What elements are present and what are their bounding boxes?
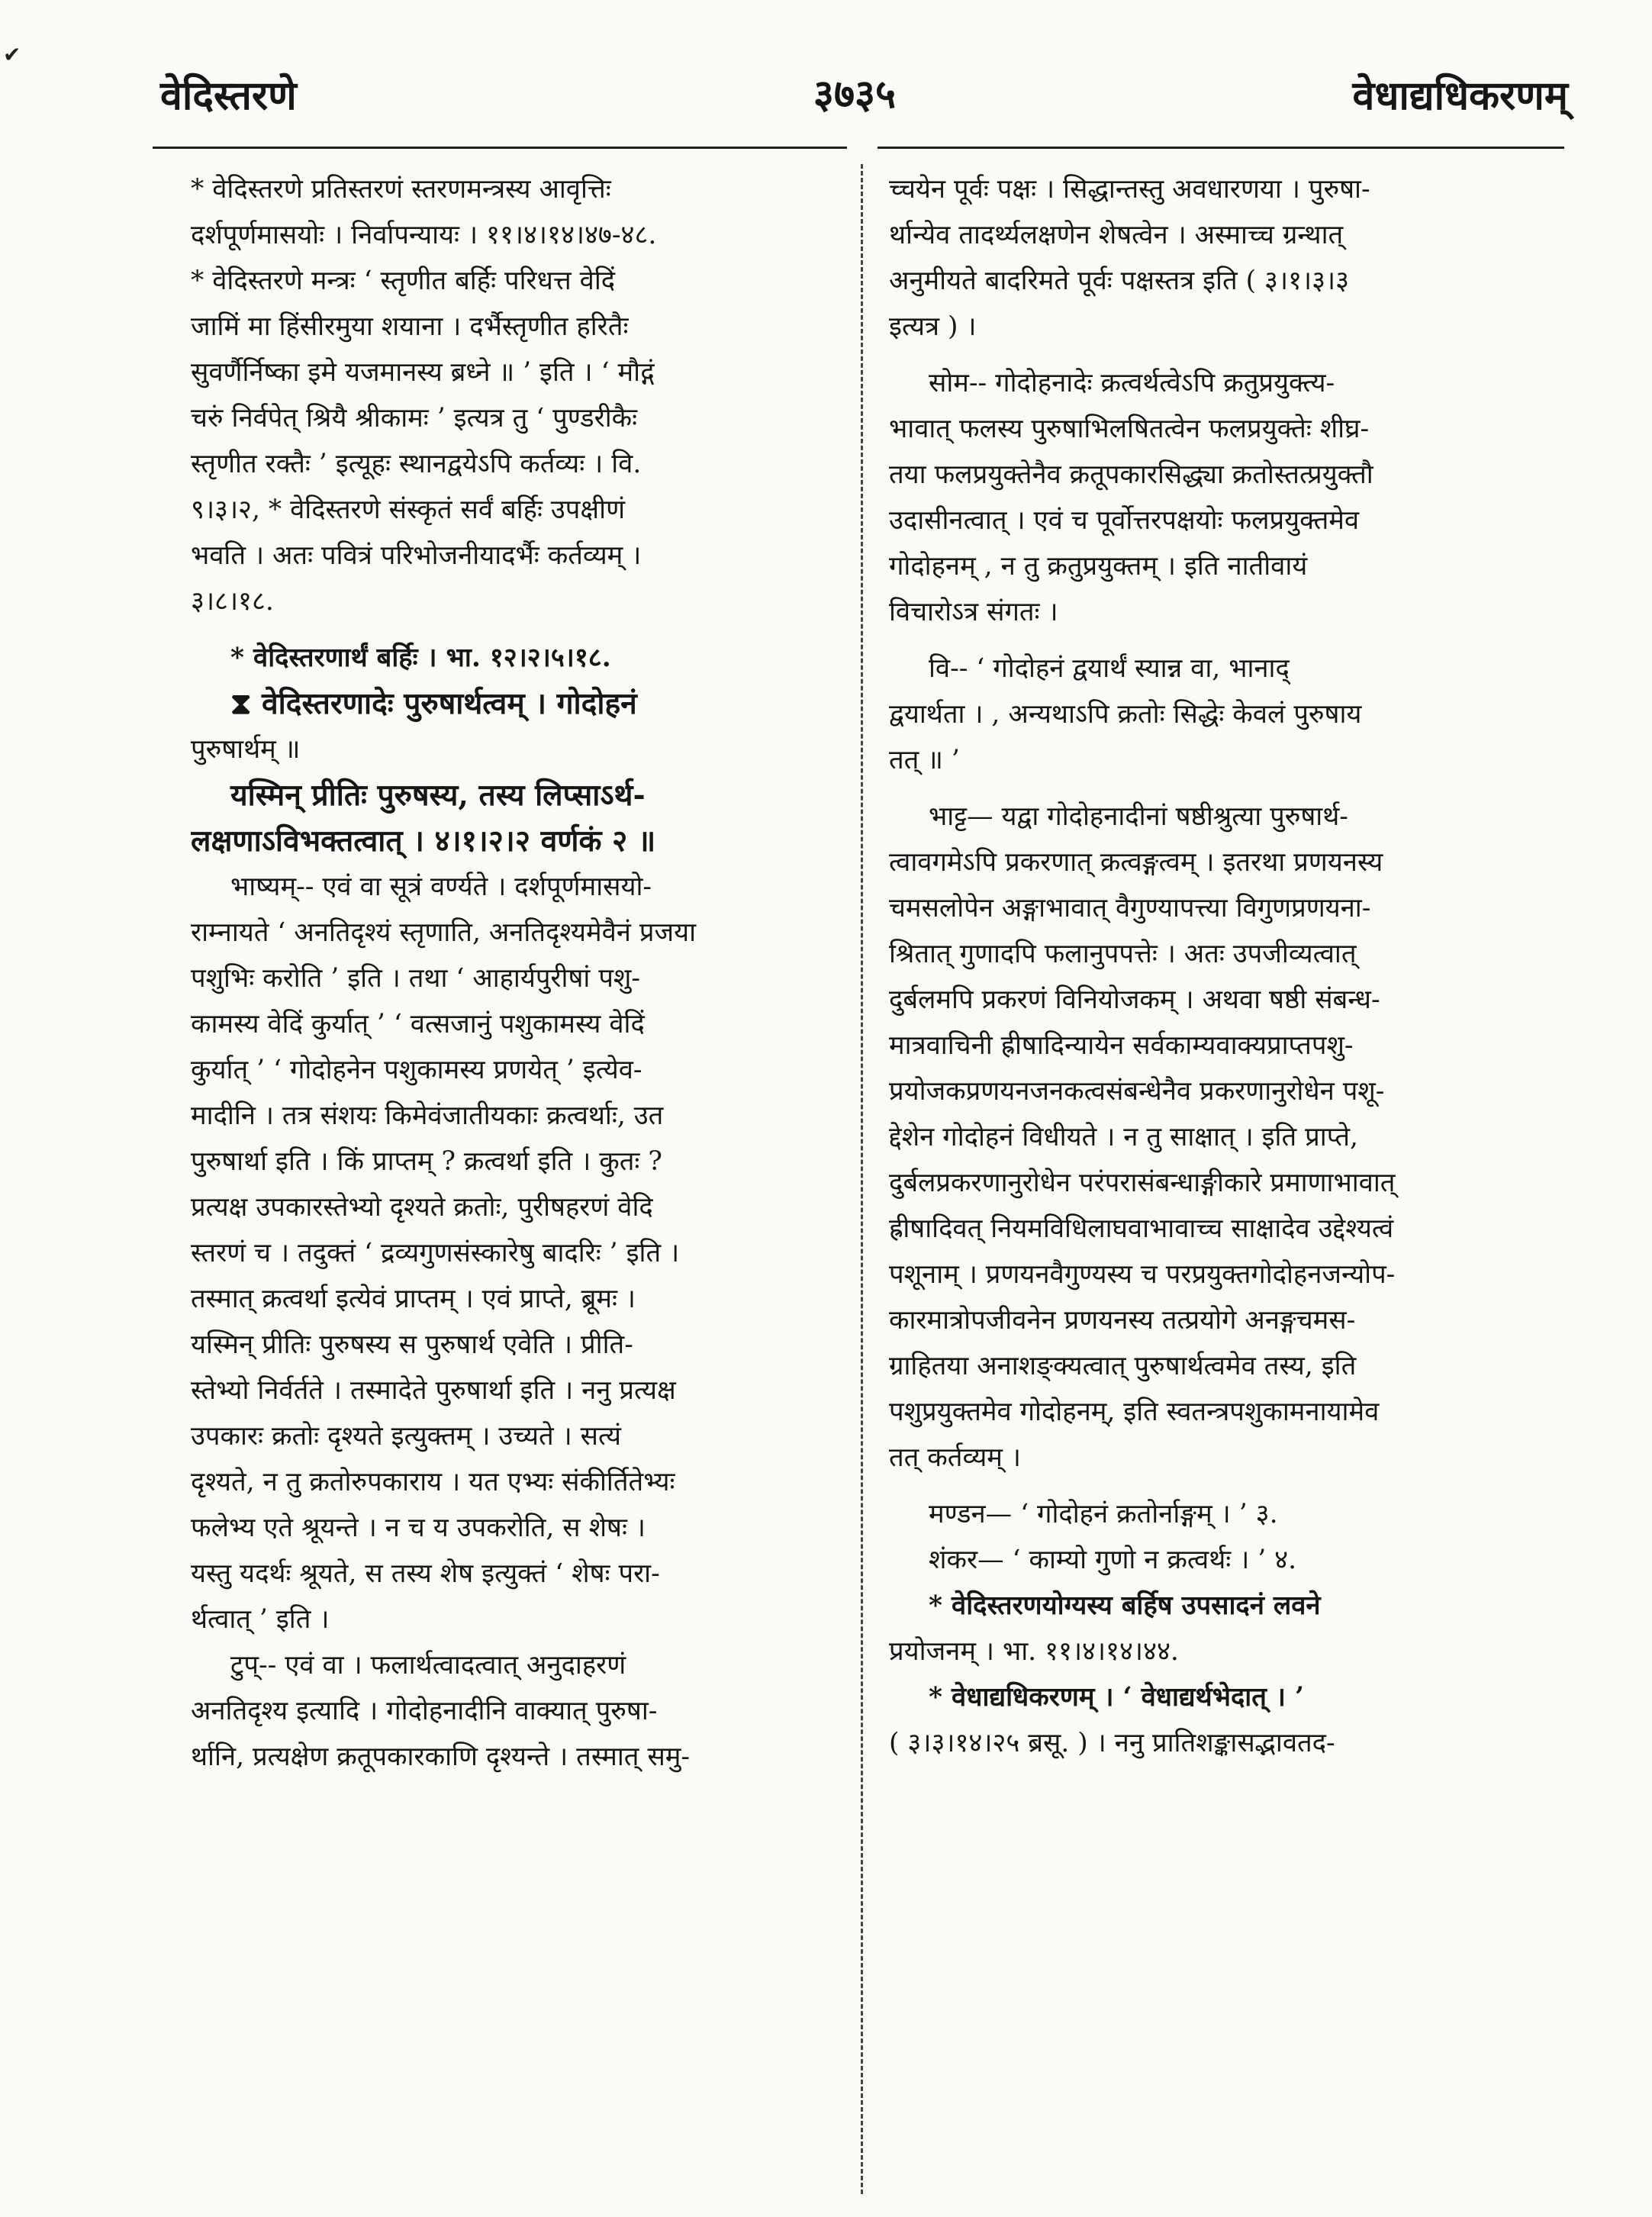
margin-mark: ✔: [3, 42, 21, 67]
text-line: उदासीनत्वात् । एवं च पूर्वोत्तरपक्षयोः फलप्रयुक्तमेव: [889, 505, 1360, 536]
header-rule-right: [878, 147, 1564, 149]
text-line: ह्रीषादिवत् नियमविधिलाघवाभावाच्च साक्षादेव उद्देश्यत्वं: [889, 1213, 1394, 1244]
text-line: ३।८।१८.: [191, 586, 274, 617]
text-line: पशुभिः करोति ’ इति । तथा ‘ आहार्यपुरीषां पशु-: [191, 963, 641, 994]
text-line: स्तेभ्यो निर्वर्तते । तस्मादेते पुरुषार्था इति । ननु प्रत्यक्ष: [191, 1375, 676, 1406]
text-line: पुरुषार्थम् ॥: [191, 734, 301, 765]
text-line: जामिं मा हिंसीरमुया शयाना । दर्भैस्तृणीत हरितैः: [191, 311, 629, 342]
right-column: [889, 166, 1553, 2196]
text-line: अनतिदृश्य इत्यादि । गोदोहनादीनि वाक्यात् पुरुषा-: [191, 1696, 658, 1726]
text-line: पशूनाम् । प्रणयनवैगुण्यस्य च परप्रयुक्तगोदोहनजन्योप-: [889, 1259, 1396, 1290]
text-line: राम्नायते ‘ अनतिदृश्यं स्तृणाति, अनतिदृश्यमेवैनं प्रजया: [191, 917, 697, 948]
text-line: गोदोहनम् , न तु क्रतुप्रयुक्तम् । इति नातीवायं: [889, 551, 1308, 582]
text-line: त्वावगमेऽपि प्रकरणात् क्रत्वङ्गत्वम् । इतरथा प्रणयनस्य: [889, 847, 1383, 878]
text-line: प्रयोजकप्रणयनजनकत्वसंबन्धेनैव प्रकरणानुरोधेन पशू-: [889, 1076, 1385, 1107]
column-divider: [861, 164, 863, 2194]
text-line: र्थत्वात् ’ इति ।: [191, 1604, 330, 1635]
text-line: फलेभ्य एते श्रूयन्ते । न च य उपकरोति, स शेषः ।: [191, 1513, 646, 1543]
text-line: श्रितात् गुणादपि फलानुपपत्तेः । अतः उपजीव्यत्वात्: [889, 939, 1357, 969]
sutra-line: लक्षणाऽविभक्तत्वात् । ४।१।२।२ वर्णकं २ ॥: [191, 823, 656, 859]
text-line: तत् ॥ ’: [889, 745, 960, 775]
text-line: दृश्यते, न तु क्रतोरुपकाराय । यत एभ्यः संकीर्तितेभ्यः: [191, 1467, 675, 1497]
text-line: दुर्बलप्रकरणानुरोधेन परंपरासंबन्धाङ्गीकारे प्रमाणाभावात्: [889, 1168, 1396, 1198]
text-line: तस्मात् क्रत्वर्था इत्येवं प्राप्तम् । एवं प्राप्ते, ब्रूमः ।: [191, 1284, 636, 1314]
text-line: कारमात्रोपजीवनेन प्रणयनस्य तत्प्रयोगे अनङ्गचमस-: [889, 1305, 1356, 1336]
text-line: तया फलप्रयुक्तेनैव क्रतूपकारसिद्ध्या क्रतोस्तत्प्रयुक्तौ: [889, 459, 1373, 490]
text-line: मात्रवाचिनी ह्रीषादिन्यायेन सर्वकाम्यवाक्यप्राप्तपशु-: [889, 1030, 1354, 1061]
running-head-left: वेदिस्तरणे: [160, 73, 297, 119]
running-head-right: वेधाद्यधिकरणम्: [1352, 73, 1568, 119]
text-line: स्तरणं च । तदुक्तं ‘ द्रव्यगुणसंस्कारेषु बादरिः ’ इति ।: [191, 1238, 680, 1268]
entry-heading: * वेधाद्यधिकरणम् । ‘ वेधाद्यर्थभेदात् । ’: [929, 1682, 1304, 1713]
text-line: स्तृणीत रक्तैः ’ इत्यूहः स्थानद्वयेऽपि कर्तव्यः । वि.: [191, 449, 642, 479]
text-line: टुप्-- एवं वा । फलार्थत्वादत्वात् अनुदाहरणं: [230, 1650, 626, 1680]
text-line: दुर्बलमपि प्रकरणं विनियोजकम् । अथवा षष्ठी संबन्ध-: [889, 984, 1380, 1015]
text-line: उपकारः क्रतोः दृश्यते इत्युक्तम् । उच्यते । सत्यं: [191, 1421, 621, 1452]
text-line: चरुं निर्वपेत् श्रियै श्रीकामः ’ इत्यत्र तु ‘ पुण्डरीकैः: [191, 403, 638, 433]
text-line: द्वयार्थता । , अन्यथाऽपि क्रतोः सिद्धेः केवलं पुरुषाय: [889, 699, 1362, 730]
text-line: भाष्यम्-- एवं वा सूत्रं वर्ण्यते । दर्शपूर्णमासयो-: [230, 872, 652, 902]
text-line: ग्राहितया अनाशङ्क्यत्वात् पुरुषार्थत्वमेव तस्य, इति: [889, 1351, 1357, 1381]
text-line: र्थान्येव तादर्थ्यलक्षणेन शेषत्वेन । अस्माच्च ग्रन्थात्: [889, 220, 1344, 250]
entry-heading: * वेदिस्तरणयोग्यस्य बर्हिष उपसादनं लवने: [929, 1590, 1321, 1621]
text-line: सोम-- गोदोहनादेः क्रत्वर्थत्वेऽपि क्रतुप्रयुक्त्य-: [929, 368, 1335, 398]
left-column: [191, 166, 839, 2196]
text-line: र्थानि, प्रत्यक्षेण क्रतूपकारकाणि दृश्यन्ते । तस्मात् समु-: [191, 1742, 691, 1772]
section-heading: ⧗ वेदिस्तरणादेः पुरुषार्थत्वम् । गोदोहनं: [230, 686, 637, 721]
text-line: * वेदिस्तरणे मन्त्रः ‘ स्तृणीत बर्हिः परिधत्त वेदिं: [191, 266, 616, 296]
text-line: प्रत्यक्ष उपकारस्तेभ्यो दृश्यते क्रतोः, पुरीषहरणं वेदि: [191, 1192, 653, 1223]
text-line: मादीनि । तत्र संशयः किमेवंजातीयकाः क्रत्वर्थाः, उत: [191, 1100, 664, 1131]
text-line: भावात् फलस्य पुरुषाभिलषितत्वेन फलप्रयुक्तेः शीघ्र-: [889, 414, 1370, 444]
sutra-line: यस्मिन् प्रीतिः पुरुषस्य, तस्य लिप्साऽर्थ-: [230, 778, 646, 813]
text-line: द्देशेन गोदोहनं विधीयते । न तु साक्षात् । इति प्राप्ते,: [889, 1122, 1358, 1152]
text-line: च्चयेन पूर्वः पक्षः । सिद्धान्तस्तु अवधारणया । पुरुषा-: [889, 174, 1370, 205]
text-line: प्रयोजनम् । भा. ११।४।१४।४४.: [889, 1636, 1179, 1667]
text-line: ( ३।३।१४।२५ ब्रसू. ) । ननु प्रातिशङ्कासद्भावतद-: [889, 1728, 1335, 1758]
text-line: ९।३।२, * वेदिस्तरणे संस्कृतं सर्वं बर्हिः उपक्षीणं: [191, 495, 626, 525]
text-line: मण्डन— ‘ गोदोहनं क्रतोर्नाङ्गम् । ’ ३.: [929, 1499, 1278, 1529]
text-line: दर्शपूर्णमासयोः । निर्वापन्यायः । ११।४।१४।४७-४८.: [191, 220, 657, 250]
text-line: यस्तु यदर्थः श्रूयते, स तस्य शेष इत्युक्तं ‘ शेषः परा-: [191, 1558, 660, 1589]
text-line: कामस्य वेदिं कुर्यात् ’ ‘ वत्सजानुं पशुकामस्य वेदिं: [191, 1009, 645, 1039]
text-line: चमसलोपेन अङ्गाभावात् वैगुण्यापत्त्या विगुणप्रणयना-: [889, 893, 1371, 923]
page-header: [0, 0, 1652, 145]
text-line: कुर्यात् ’ ‘ गोदोहनेन पशुकामस्य प्रणयेत् ’ इत्येव-: [191, 1055, 642, 1085]
text-line: शंकर— ‘ काम्यो गुणो न क्रत्वर्थः । ’ ४.: [929, 1545, 1297, 1575]
text-line: यस्मिन् प्रीतिः पुरुषस्य स पुरुषार्थ एवेति । प्रीति-: [191, 1329, 633, 1360]
text-line: वि-- ‘ गोदोहनं द्वयार्थं स्यान्न वा, भानाद्: [929, 653, 1290, 684]
text-line: पुरुषार्था इति । किं प्राप्तम् ? क्रत्वर्था इति । कुतः ?: [191, 1146, 662, 1177]
text-line: पशुप्रयुक्तमेव गोदोहनम्, इति स्वतन्त्रपशुकामनायामेव: [889, 1397, 1380, 1427]
text-line: * वेदिस्तरणे प्रतिस्तरणं स्तरणमन्त्रस्य आवृत्तिः: [191, 174, 611, 205]
text-line: अनुमीयते बादरिमते पूर्वः पक्षस्तत्र इति ( ३।१।३।३: [889, 266, 1350, 296]
text-line: विचारोऽत्र संगतः ।: [889, 597, 1058, 627]
text-line: सुवर्णैर्निष्का इमे यजमानस्य ब्रध्ने ॥ ’ इति । ‘ मौद्गं: [191, 357, 655, 388]
text-line: भाट्ट— यद्वा गोदोहनादीनां षष्ठीश्रुत्या पुरुषार्थ-: [929, 801, 1348, 832]
header-rule-left: [153, 147, 847, 149]
text-line: भवति । अतः पवित्रं परिभोजनीयादर्भैः कर्तव्यम् ।: [191, 540, 642, 571]
page-number: ३७३५: [813, 71, 897, 118]
entry-heading: * वेदिस्तरणार्थं बर्हिः । भा. १२।२।५।१८.: [230, 643, 611, 673]
text-line: इत्यत्र ) ।: [889, 311, 977, 342]
text-line: तत् कर्तव्यम् ।: [889, 1442, 1021, 1473]
